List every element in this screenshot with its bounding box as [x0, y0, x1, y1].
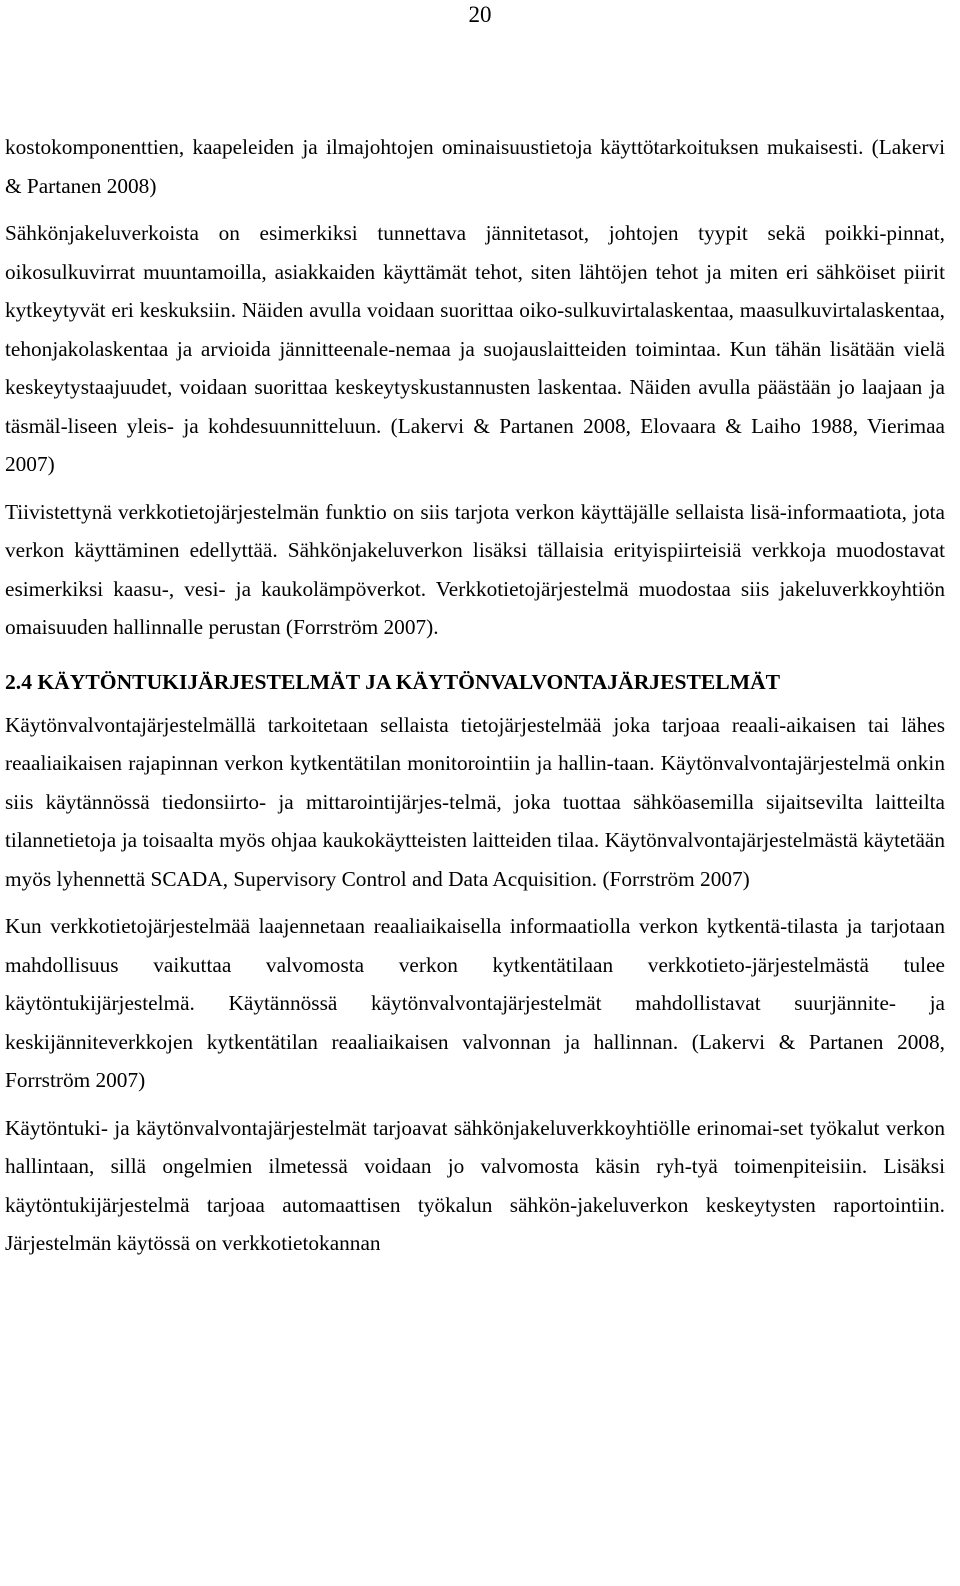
document-body — [5, 128, 945, 1263]
paragraph-6: Käytöntuki- ja käytönvalvontajärjestelmät tarjoavat sähkönjakeluverkkoyhtiölle erinomai-set työkalut verkon hallintaan, sillä ongelmien ilmetessä voidaan jo valvomosta käsin ryh-tyä toimenpiteisiin. Lisäksi käytöntukijärjestelmä tarjoaa automaattisen työkalun sähkön-jakeluverkon keskeytysten raportointiin. Järjestelmän käytössä on verkkotietokannan — [5, 1115, 945, 1255]
paragraph-4: Käytönvalvontajärjestelmällä tarkoitetaan sellaista tietojärjestelmää joka tarjoaa reaali-aikaisen tai lähes reaaliaikaisen rajapinnan verkon kytkentätilan monitorointiin ja hallin-taan. Käytönvalvontajärjestelmä onkin siis käytännössä tiedonsiirto- ja mittarointijärjes-telmä, joka tuottaa sähköasemilla sijaitsevilta laitteilta tilannetietoja ja toisaalta myös ohjaa kaukokäytteisten laitteiden tilaa. Käytönvalvontajärjestelmästä käytetään myös lyhennettä SCADA, Supervisory Control and Data Acquisition. (Forrström 2007) — [5, 712, 945, 891]
paragraph-2: Sähkönjakeluverkoista on esimerkiksi tunnettava jännitetasot, johtojen tyypit sekä poikki-pinnat, oikosulkuvirrat muuntamoilla, asiakkaiden käyttämät tehot, siten lähtöjen tehot ja miten eri sähköiset piirit kytkeytyvät eri keskuksiin. Näiden avulla voidaan suorittaa oiko-sulkuvirtalaskentaa, maasulkuvirtalaskentaa, tehonjakolaskentaa ja arvioida jännitteenale-nemaa ja suojauslaitteiden toimintaa. Kun tähän lisätään vielä keskeytystaajuudet, voidaan suorittaa keskeytyskustannusten laskentaa. Näiden avulla päästään jo laajaan ja täsmäl-liseen yleis- ja kohdesuunnitteluun. (Lakervi & Partanen 2008, Elovaara & Laiho 1988, Vierimaa 2007) — [5, 221, 945, 476]
page-number: 20 — [468, 2, 492, 27]
section-heading: 2.4 KÄYTÖNTUKIJÄRJESTELMÄT JA KÄYTÖNVALVONTAJÄRJESTELMÄT — [5, 669, 781, 694]
paragraph-5: Kun verkkotietojärjestelmää laajennetaan reaaliaikaisella informaatiolla verkon kytkentä-tilasta ja tarjotaan mahdollisuus vaikuttaa valvomosta verkon kytkentätilaan verkkotieto-järjestelmästä tulee käytöntukijärjestelmä. Käytännössä käytönvalvontajärjestelmät mahdollistavat suurjännite- ja keskijänniteverkkojen kytkentätilan reaaliaikaisen valvonnan ja hallinnan. (Lakervi & Partanen 2008, Forrström 2007) — [5, 914, 945, 1092]
paragraph-3: Tiivistettynä verkkotietojärjestelmän funktio on siis tarjota verkon käyttäjälle sellaista lisä-informaatiota, jota verkon käyttäminen edellyttää. Sähkönjakeluverkon lisäksi tällaisia erityispiirteisiä verkkoja muodostavat esimerkiksi kaasu-, vesi- ja kaukolämpöverkot. Verkkotietojärjestelmä muodostaa siis jakeluverkkoyhtiön omaisuuden hallinnalle perustan (Forrström 2007). — [5, 499, 945, 639]
paragraph-1: kostokomponenttien, kaapeleiden ja ilmajohtojen ominaisuustietoja käyttötarkoituksen mukaisesti. (Lakervi & Partanen 2008) — [5, 135, 945, 198]
